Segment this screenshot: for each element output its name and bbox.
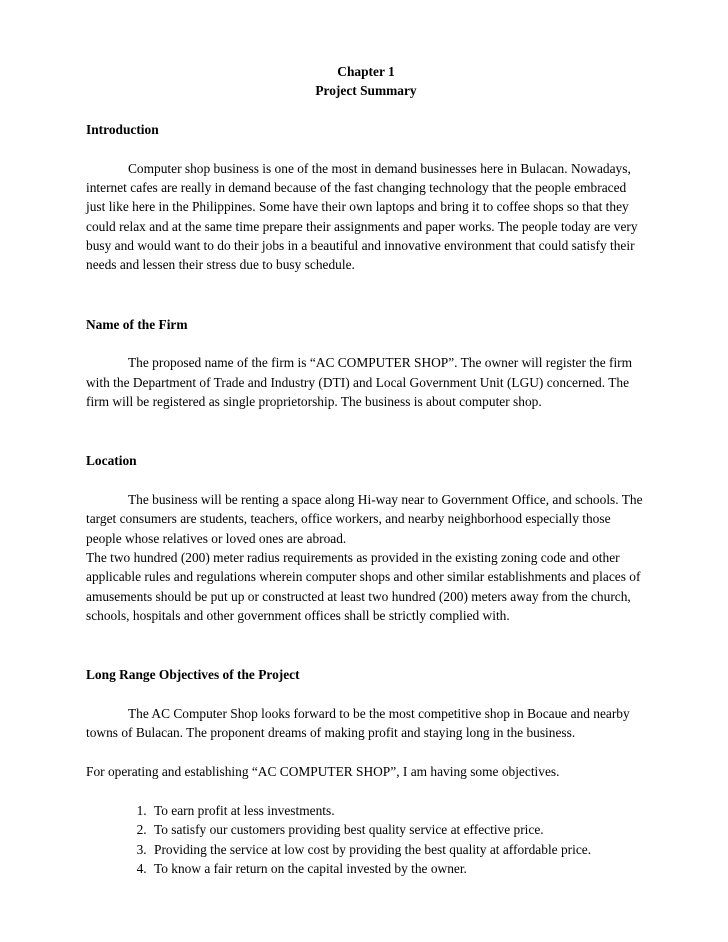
section-body-objectives: The AC Computer Shop looks forward to be the most competitive shop in Bocaue and nearby towns of Bulacan. The proponent dreams of making profit and staying long in the business.: [86, 706, 630, 741]
list-item: 3. Providing the service at low cost by providing the best quality at affordable price.: [150, 840, 646, 859]
objectives-list: [86, 801, 646, 878]
section-heading-firm-name: Name of the Firm: [86, 316, 188, 332]
spacer: [86, 781, 646, 801]
list-item: 2. To satisfy our customers providing best quality service at effective price.: [150, 820, 646, 839]
section-body-introduction: Computer shop business is one of the most in demand businesses here in Bulacan. Nowadays, internet cafes are really in demand because of the fast changing technology that the people embraced just like here in the Philippines. Some have their own laptops and bring it to coffee shops so that they could relax and at the same time prepare their assignments and paper works. The people today are very busy and would want to do their jobs in a beautiful and innovative environment that could satisfy their needs and lessen their stress due to busy schedule.: [86, 160, 638, 273]
spacer: [86, 411, 646, 451]
document-page: [86, 62, 646, 878]
list-item: 1. To earn profit at less investments.: [150, 801, 646, 820]
chapter-number: Chapter 1: [337, 64, 395, 79]
spacer: [86, 625, 646, 665]
section-heading-location: Location: [86, 453, 137, 469]
spacer: [86, 334, 646, 354]
section-body-location-1: The business will be renting a space along Hi-way near to Government Office, and schools. The target consumers are students, teachers, office workers, and nearby neighborhood especially those people whose relatives or loved ones are abroad.: [86, 492, 643, 546]
section-body-firm-name: The proposed name of the firm is “AC COMPUTER SHOP”. The owner will register the firm with the Department of Trade and Industry (DTI) and Local Government Unit (LGU) concerned. The firm will be registered as single proprietorship. The business is about computer shop.: [86, 355, 633, 410]
spacer: [86, 275, 646, 315]
spacer: [86, 743, 646, 763]
objectives-lead: For operating and establishing “AC COMPUTER SHOP”, I am having some objectives.: [86, 764, 560, 780]
spacer: [86, 101, 646, 121]
spacer: [86, 139, 646, 159]
spacer: [86, 471, 646, 491]
section-heading-objectives: Long Range Objectives of the Project: [86, 667, 300, 683]
spacer: [86, 685, 646, 705]
section-body-location-2: The two hundred (200) meter radius requirements as provided in the existing zoning code and other applicable rules and regulations wherein computer shops and other similar establishments and places of amusements should be put up or constructed at least two hundred (200) meters away from the church, schools, hospitals and other government offices shall be strictly complied with.: [86, 550, 641, 623]
section-heading-introduction: Introduction: [86, 122, 159, 138]
chapter-title: Project Summary: [315, 83, 417, 99]
list-item: 4. To know a fair return on the capital invested by the owner.: [150, 859, 646, 878]
